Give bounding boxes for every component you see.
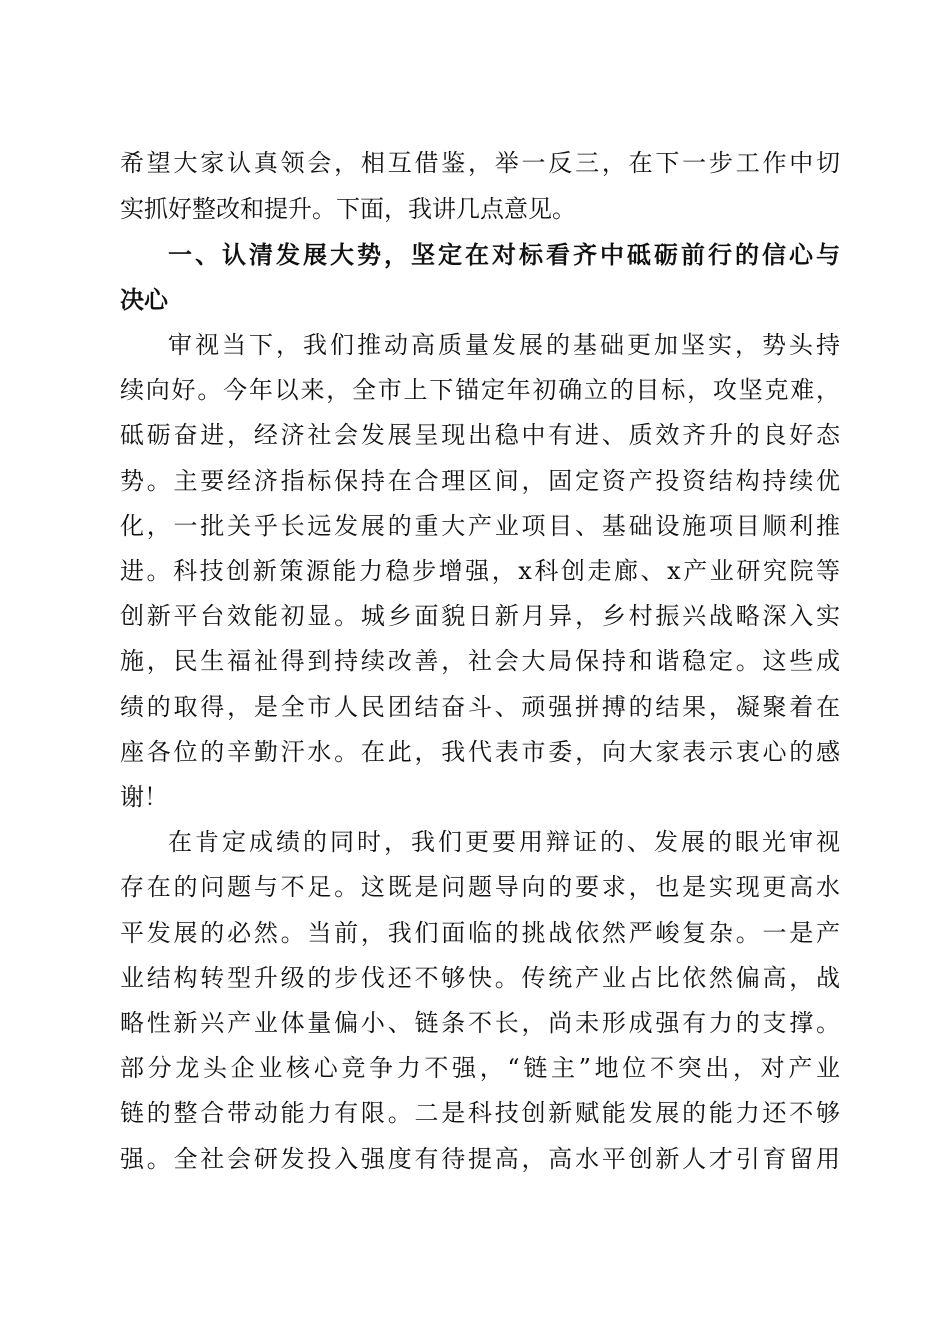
text-line: 审视当下，我们推动高质量发展的基础更加坚实，势头持 [168, 331, 840, 359]
text-line: 续向好。今年以来，全市上下锚定年初确立的目标，攻坚克难， [120, 376, 840, 404]
text-line: 强。全社会研发投入强度有待提高，高水平创新人才引育留用 [120, 1145, 840, 1173]
text-line: 存在的问题与不足。这既是问题导向的要求，也是实现更高水 [120, 873, 840, 901]
text-line: 链的整合带动能力有限。二是科技创新赋能发展的能力还不够 [120, 1099, 840, 1127]
text-line: 施，民生福祉得到持续改善，社会大局保持和谐稳定。这些成 [120, 647, 840, 675]
text-line: 希望大家认真领会，相互借鉴，举一反三，在下一步工作中切 [120, 149, 840, 177]
text-line: 实抓好整改和提升。下面，我讲几点意见。 [120, 195, 576, 223]
text-line: 砥砺奋进，经济社会发展呈现出稳中有进、质效齐升的良好态 [120, 421, 840, 449]
text-line: 业结构转型升级的步伐还不够快。传统产业占比依然偏高，战 [120, 964, 840, 992]
text-line: 谢！ [120, 783, 168, 811]
text-line: 部分龙头企业核心竞争力不强，“链主”地位不突出，对产业 [120, 1054, 840, 1082]
text-line: 进。科技创新策源能力稳步增强，x科创走廊、x产业研究院等 [120, 557, 840, 585]
text-line: 在肯定成绩的同时，我们更要用辩证的、发展的眼光审视 [168, 828, 840, 856]
text-line: 平发展的必然。当前，我们面临的挑战依然严峻复杂。一是产 [120, 919, 840, 947]
text-line: 座各位的辛勤汗水。在此，我代表市委，向大家表示衷心的感 [120, 738, 840, 766]
text-line: 创新平台效能初显。城乡面貌日新月异，乡村振兴战略深入实 [120, 602, 840, 630]
text-line: 势。主要经济指标保持在合理区间，固定资产投资结构持续优 [120, 467, 840, 495]
text-line: 绩的取得，是全市人民团结奋斗、顽强拼搏的结果，凝聚着在 [120, 693, 840, 721]
text-line: 略性新兴产业体量偏小、链条不长，尚未形成强有力的支撑。 [120, 1009, 840, 1037]
text-line: 化，一批关乎长远发展的重大产业项目、基础设施项目顺利推 [120, 512, 840, 540]
section-heading-line: 一、认清发展大势，坚定在对标看齐中砥砺前行的信心与 [168, 241, 840, 269]
section-heading-line: 决心 [120, 286, 168, 314]
